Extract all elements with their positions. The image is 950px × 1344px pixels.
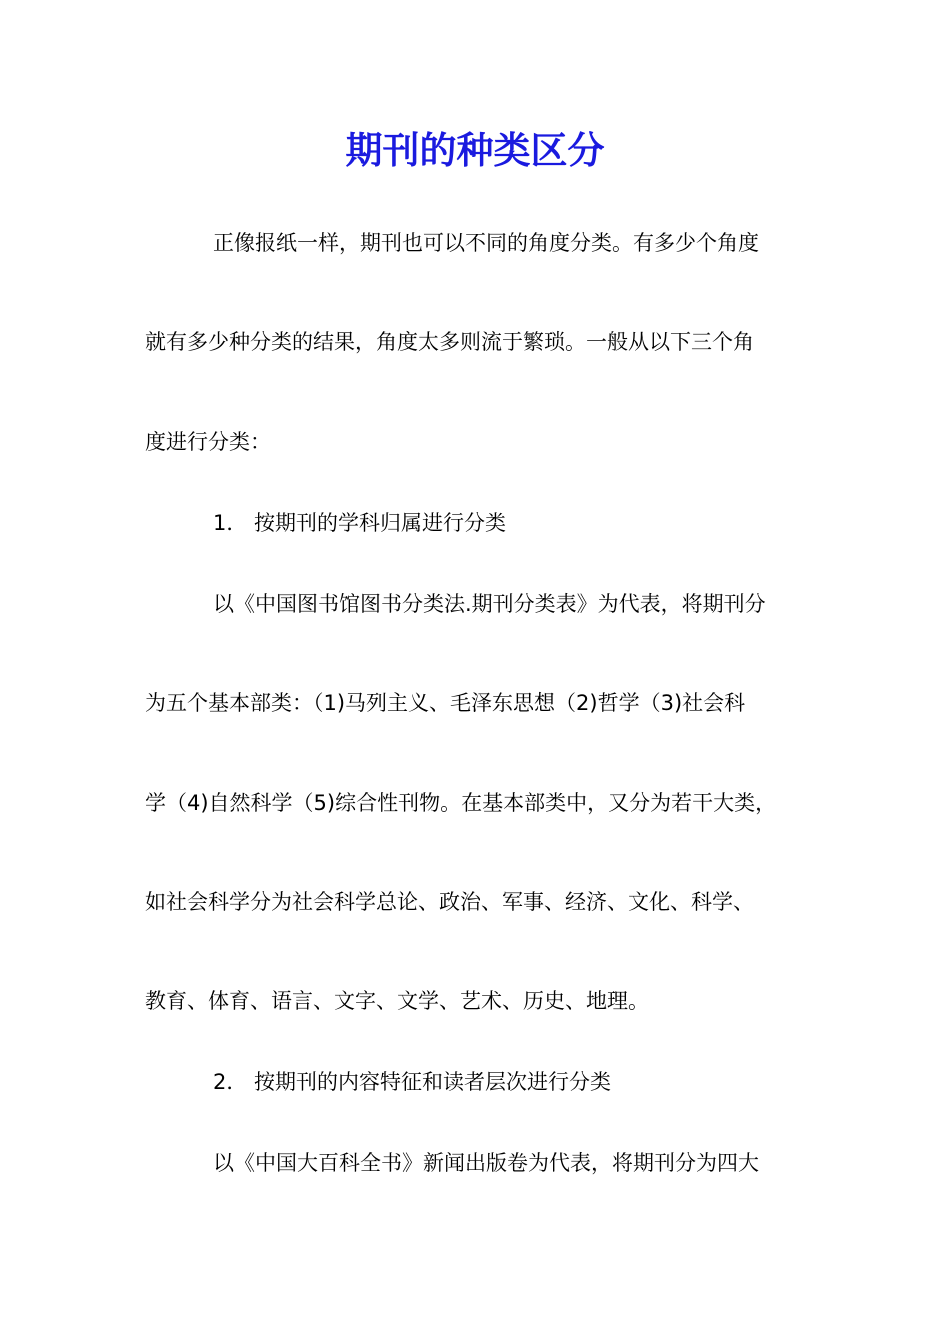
paragraph-line: 学（4)自然科学（5)综合性刊物。在基本部类中，又分为若干大类， — [145, 791, 777, 815]
paragraph-line: 度进行分类： — [145, 430, 271, 454]
document-title: 期刊的种类区分 — [345, 128, 605, 172]
paragraph-line: 以《中国图书馆图书分类法.期刊分类表》为代表，将期刊分 — [213, 592, 766, 616]
section-heading: 2． 按期刊的内容特征和读者层次进行分类 — [213, 1070, 612, 1094]
paragraph-line: 如社会科学分为社会科学总论、政治、军事、经济、文化、科学、 — [145, 890, 754, 914]
paragraph-line: 就有多少种分类的结果，角度太多则流于繁琐。一般从以下三个角 — [145, 330, 754, 354]
paragraph-line: 为五个基本部类：（1)马列主义、毛泽东思想（2)哲学（3)社会科 — [145, 691, 746, 715]
paragraph-line: 以《中国大百科全书》新闻出版卷为代表，将期刊分为四大 — [213, 1151, 759, 1175]
section-heading: 1． 按期刊的学科归属进行分类 — [213, 511, 507, 535]
paragraph-line: 正像报纸一样，期刊也可以不同的角度分类。有多少个角度 — [213, 231, 759, 255]
paragraph-line: 教育、体育、语言、文字、文学、艺术、历史、地理。 — [145, 989, 649, 1013]
